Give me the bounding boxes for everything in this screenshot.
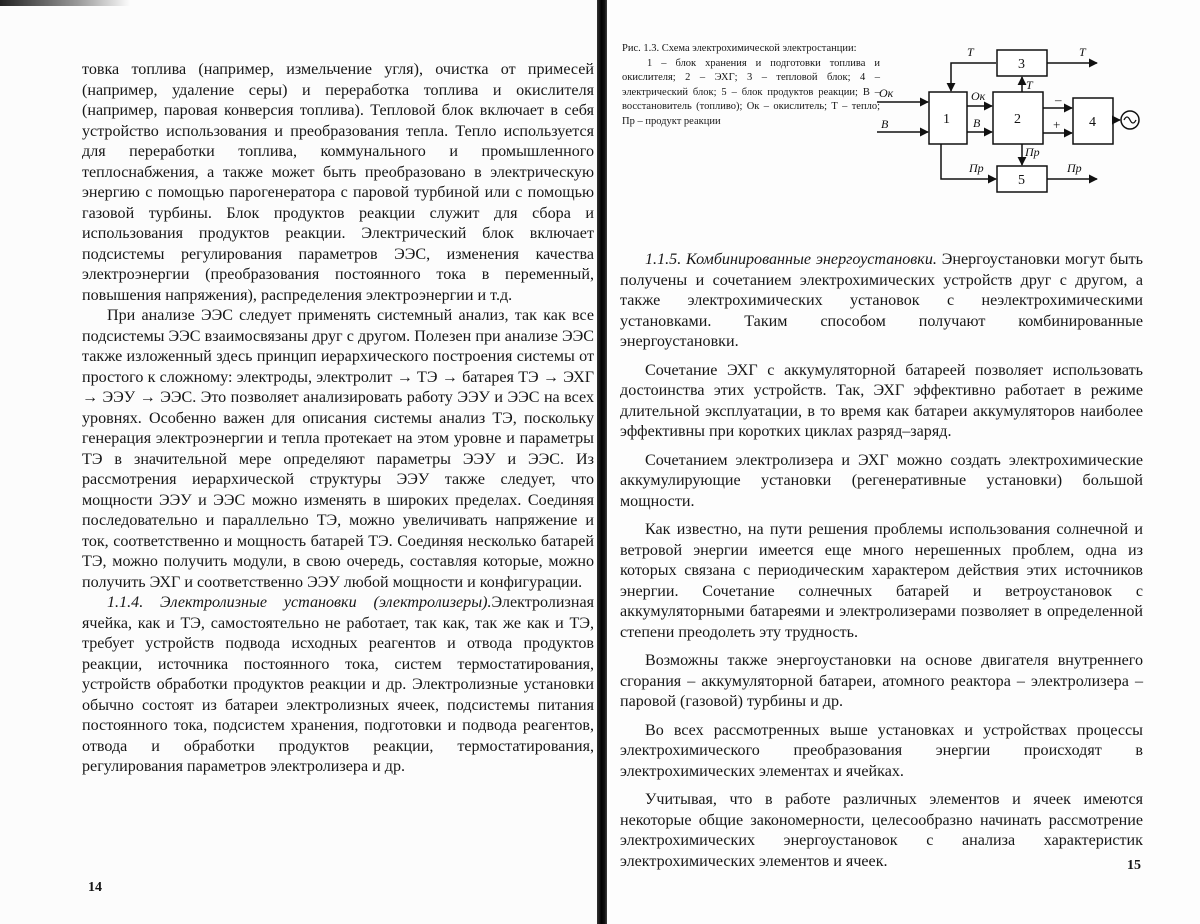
paragraph: Возможны также энергоустановки на основе двигателя внутреннего сгорания – аккумуляторной батареи, атомного реактора – электролизера – паровой (газовой) турбины и др. (620, 652, 1143, 710)
label-fuel-in: В (881, 117, 889, 131)
paragraph-text: Энергоустановки могут быть получены и сочетанием электрохимических устройств друг с другом, а также электрохимических установок с неэлектрохимическими установками. Таким способом получают комбинированные энергоустановки. (620, 251, 1143, 350)
label-product-right: Пр (1067, 161, 1082, 175)
label-heat-up: Т (1026, 78, 1033, 92)
label-plus: + (1053, 117, 1061, 132)
label-product-left: Пр (969, 161, 984, 175)
label-block-4: 4 (1089, 115, 1096, 130)
paragraph: Сочетанием электролизера и ЭХГ можно создать электрохимические аккумулирующие установки (регенеративные установки) большой мощности. (620, 451, 1143, 510)
page-number: 14 (88, 880, 102, 895)
power-plant-diagram (877, 36, 1197, 216)
label-block-3: 3 (1018, 57, 1025, 72)
label-block-5: 5 (1018, 173, 1025, 188)
label-block-2: 2 (1014, 112, 1021, 127)
section-heading: 1.1.5. Комбинированные энергоустановки. (645, 251, 937, 268)
label-fuel-mid: В (973, 116, 981, 130)
label-product-mid: Пр (1025, 145, 1040, 159)
paragraph: Как известно, на пути решения проблемы использования солнечной и ветровой энергии имеется еще много нерешенных проблем, одна из которых связана с периодическим характером действия этих источников энергии. Сочетание солнечных батарей и ветроустановок с аккумуляторными батареями и электролизерами позволяет в определенной степени преодолеть эту трудность. (620, 521, 1143, 641)
paragraph: При анализе ЭЭС следует применять системный анализ, так как все подсистемы ЭЭС взаимосвязаны друг с другом. Полезен при анализе ЭЭС также изложенный здесь принцип иерархического построения системы от простого к сложному: электроды, электролит → ТЭ → батарея ТЭ → ЭХГ → ЭЭУ → ЭЭС. Это позволяет анализировать работу ЭЭУ и ЭЭС на всех уровнях. Особенно важен для описания системы анализ ТЭ, поскольку генерация электроэнергии и тепла протекает на этом уровне и параметры ТЭ в значительной мере определяют параметры ЭЭУ и ЭЭС. Из рассмотрения иерархической структуры ЭЭУ также следует, что мощности ЭЭУ и ЭЭС можно изменять в широких пределах. Соединяя последовательно и параллельно ТЭ, можно увеличивать напряжение и ток, соответственно и мощность батарей ТЭ. Соединяя несколько батарей ТЭ, можно получить модули, в свою очередь, составляя которые, можно получить ЭХГ и соответственно ЭЭУ любой мощности и конфигурации. (82, 307, 594, 591)
paragraph: Учитывая, что в работе различных элементов и ячеек имеются некоторые общие закономерности, целесообразно начинать рассмотрение электрохимических энергоустановок с анализа характеристик электрохимических элементов и ячеек. (620, 791, 1143, 870)
section-heading: 1.1.4. Электролизные установки (электролизеры). (107, 594, 492, 611)
section-paragraph (620, 250, 1143, 353)
paragraph: Во всех рассмотренных выше установках и устройствах процессы электрохимического преобразования энергии происходят в электрохимических элементах и ячейках. (620, 721, 1143, 780)
right-page (607, 0, 1200, 924)
label-oxidizer-mid: Ок (971, 89, 986, 103)
label-heat-left: Т (967, 45, 974, 59)
figure-caption (622, 42, 880, 130)
page-number: 15 (1127, 858, 1141, 873)
section-paragraph (82, 593, 594, 778)
label-minus: – (1055, 92, 1062, 107)
scan-mark (0, 0, 130, 6)
label-oxidizer-in: Ок (879, 86, 894, 100)
figure-caption-title: Рис. 1.3. Схема электрохимической электростанции: (622, 43, 857, 54)
paragraph-text: Электролизная ячейка, как и ТЭ, самостоятельно не работает, так как, так же как и ТЭ, требует устройств подвода исходных реагентов и отвода продуктов реакции, источника постоянного тока, систем термостатирования, устройств обработки продуктов реакции и др. Электролизные установки обычно состоят из батареи электролизных ячеек, подсистемы питания постоянного тока, подсистем хранения, подготовки и подвода реагентов, отвода и обработки продуктов реакции, термостатирования, регулирования параметров электролизера и др. (82, 594, 594, 775)
right-text-column (620, 250, 1143, 872)
figure-caption-body: 1 – блок хранения и подготовки топлива и окислителя; 2 – ЭХГ; 3 – тепловой блок; 4 – электрический блок; 5 – блок продуктов реакции; В – восстановитель (топливо); Ок – окислитель; Т – тепло; Пр – продукт реакции (622, 57, 880, 127)
paragraph: товка топлива (например, измельчение угля), очистка от примесей (например, удаление серы) и переработка топлива и окислителя (например, паровая конверсия топлива). Тепловой блок включает в себя устройство использования и преобразования тепла. Тепло используется для переработки топлива, коммунального и промышленного теплоснабжения, а также может быть преобразовано в электрическую энергию с помощью парогенератора с паровой турбиной или с помощью газовой турбины. Блок продуктов реакции служит для сбора и использования продуктов реакции. Электрический блок включает подсистемы регулирования параметров ЭЭС, изменения качества электроэнергии (преобразования постоянного тока в переменный, повышения напряжения), распределения электроэнергии и т.д. (82, 61, 594, 304)
left-text-column (82, 60, 594, 778)
label-block-1: 1 (943, 112, 950, 127)
label-heat-right: Т (1079, 45, 1086, 59)
paragraph: Сочетание ЭХГ с аккумуляторной батареей позволяет использовать достоинства этих устройств. Так, ЭХГ эффективно работает в режиме длительной эксплуатации, в то время как батареи аккумуляторов наиболее эффективны при коротких циклах разряд–заряд. (620, 361, 1143, 440)
